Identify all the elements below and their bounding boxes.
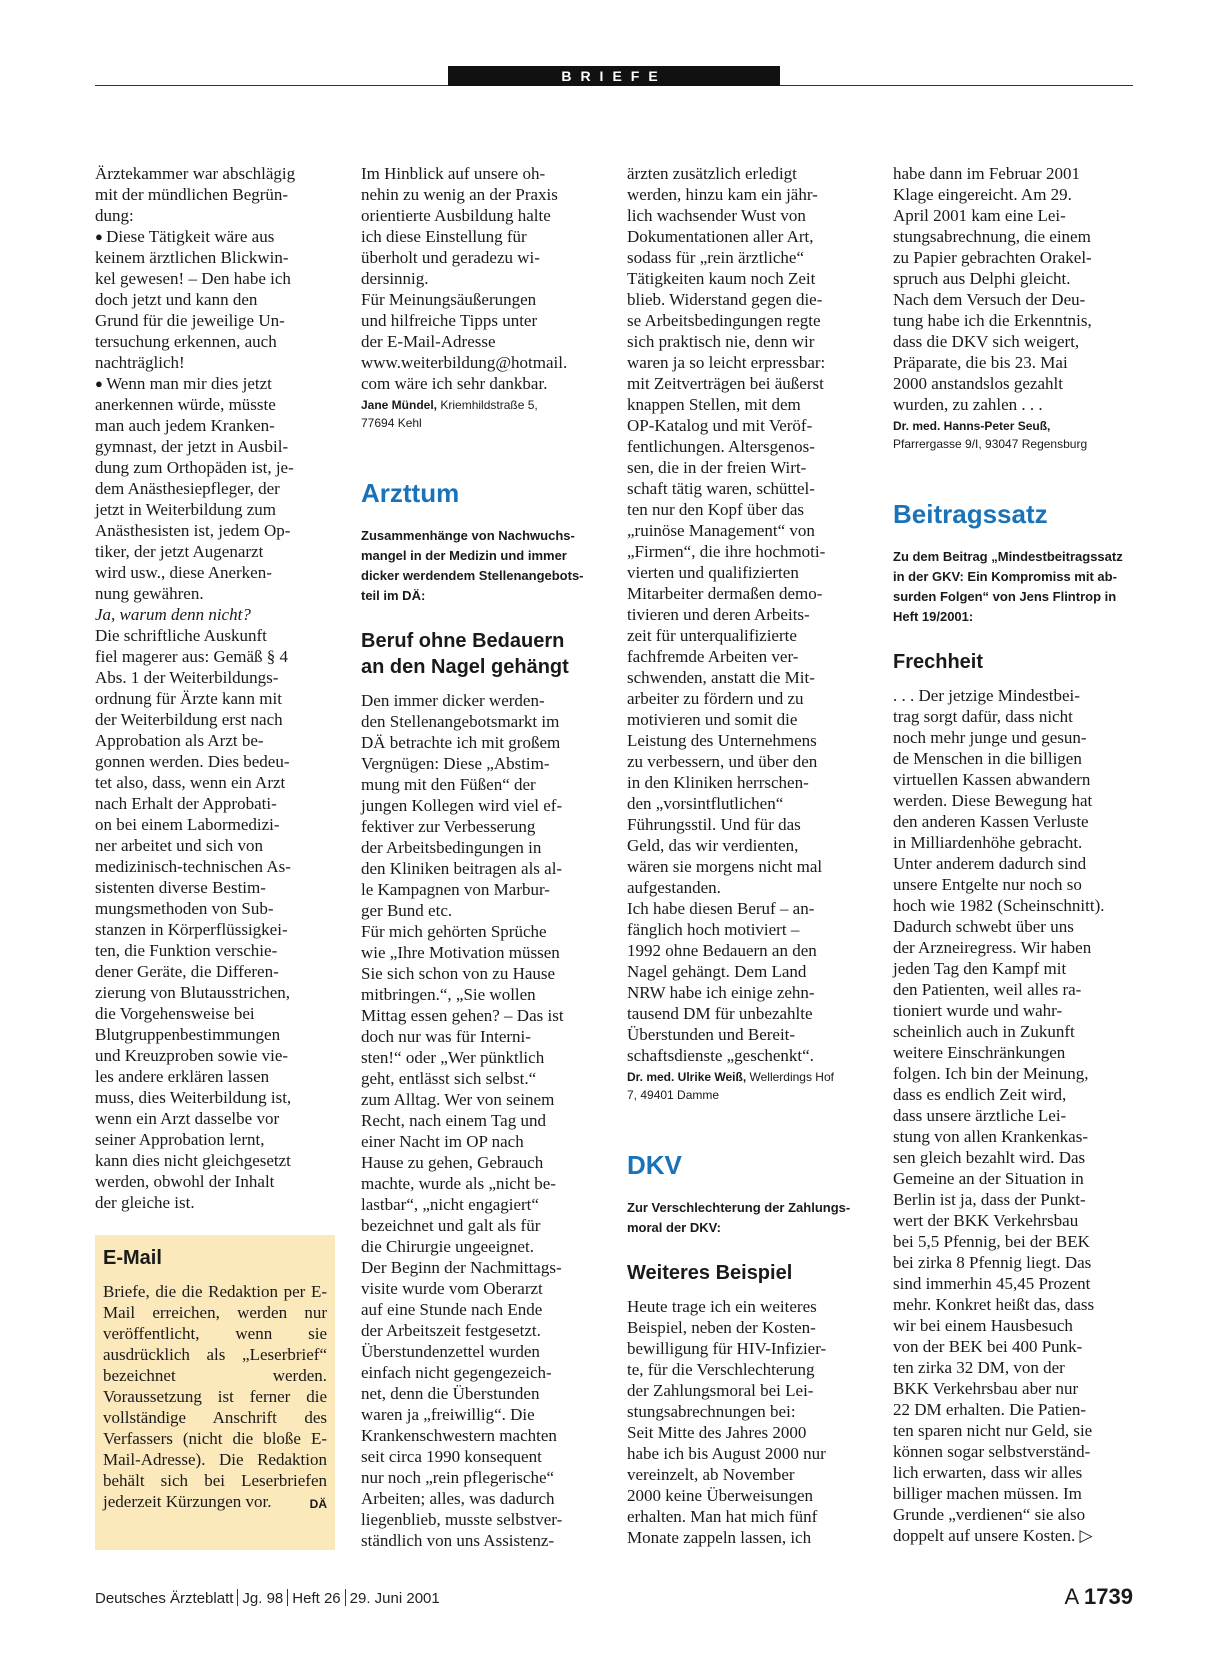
text-line: knappen Stellen, mit dem xyxy=(627,395,801,414)
text-line: Arbeiten; alles, was dadurch xyxy=(361,1489,555,1508)
text-line: ten, die Funktion verschie- xyxy=(95,941,278,960)
text-line: dersinnig. xyxy=(361,269,429,288)
text-line: der Arbeitszeit festgesetzt. xyxy=(361,1321,541,1340)
text-line: trag sorgt dafür, dass nicht xyxy=(893,707,1073,726)
text-line: Ich habe diesen Beruf – an- xyxy=(627,899,815,918)
text-line: Berlin ist ja, dass der Punkt- xyxy=(893,1190,1086,1209)
text-line: ● Diese Tätigkeit wäre aus xyxy=(95,226,335,247)
text-line: kel gewesen! – Den habe ich xyxy=(95,269,291,288)
text-line: fachfremde Arbeiten ver- xyxy=(627,647,799,666)
text-line: Der Beginn der Nachmittags- xyxy=(361,1258,562,1277)
text-line: Grunde „verdienen“ sie also xyxy=(893,1505,1086,1524)
text-line: in Milliardenhöhe gebracht. xyxy=(893,833,1083,852)
text-line: Mitarbeiter dermaßen demo- xyxy=(627,584,823,603)
text-line: Vergnügen: Diese „Abstim- xyxy=(361,754,550,773)
column-4 xyxy=(893,163,1133,1546)
text-line: Im Hinblick auf unsere oh- xyxy=(361,164,546,183)
text-line: Ärztekammer war abschlägig xyxy=(95,164,296,183)
text-line: an den Nagel gehängt xyxy=(361,656,569,678)
text-line: Krankenschwestern machten xyxy=(361,1426,557,1445)
text-line: Gemeine an der Situation in xyxy=(893,1169,1084,1188)
text-line: OP-Katalog und mit Veröf- xyxy=(627,416,813,435)
text-line: zu Papier gebrachten Orakel- xyxy=(893,248,1092,267)
footer-citation xyxy=(95,1589,440,1609)
text-line: in den Kliniken herrschen- xyxy=(627,773,809,792)
text-line: lich wachsender Wust von xyxy=(627,206,806,225)
text-line: fänglich hoch motiviert – xyxy=(627,920,800,939)
text-line: sen gleich bezahlt wird. Das xyxy=(893,1148,1086,1167)
text-line: Approbation als Arzt be- xyxy=(95,731,264,750)
text-line: der Arbeitsbedingungen in xyxy=(361,838,542,857)
text-line: mitbringen.“, „Sie wollen xyxy=(361,985,536,1004)
text-line: schwenden, anstatt die Mit- xyxy=(627,668,815,687)
text-line: wären sie morgens nicht mal xyxy=(627,857,823,876)
text-line: Weiteres Beispiel xyxy=(627,1262,793,1284)
text-line: wie „Ihre Motivation müssen xyxy=(361,943,560,962)
letter-text xyxy=(627,163,867,1066)
text-line: schaftsdienste „geschenkt“. xyxy=(627,1046,814,1065)
text-line: überholt und geradezu wi- xyxy=(361,248,540,267)
text-line: moral der DKV: xyxy=(627,1220,721,1235)
text-line: man auch jedem Kranken- xyxy=(95,416,275,435)
text-line: fentlichungen. Altersgenos- xyxy=(627,437,815,456)
text-line: hoch wie 1982 (Scheinschnitt). xyxy=(893,896,1105,915)
text-line: Anästhesisten ist, jedem Op- xyxy=(95,521,291,540)
text-line: in der GKV: Ein Kompromiss mit ab- xyxy=(893,569,1117,584)
text-line: jetzt in Weiterbildung zum xyxy=(95,500,277,519)
text-line: dem Anästhesiepfleger, der xyxy=(95,479,280,498)
text-line: der Arzneiregress. Wir haben xyxy=(893,938,1092,957)
text-line: stungsabrechnungen bei: xyxy=(627,1402,796,1421)
text-line: Seit Mitte des Jahres 2000 xyxy=(627,1423,807,1442)
text-line: muss, dies Weiterbildung ist, xyxy=(95,1088,292,1107)
text-line: Frechheit xyxy=(893,651,984,673)
category-title: DKV xyxy=(627,1150,682,1180)
text-line: Sie sich schon von zu Hause xyxy=(361,964,556,983)
text-line: on bei einem Labormedizi- xyxy=(95,815,280,834)
text-line: die Chirurgie ungeeignet. xyxy=(361,1237,534,1256)
text-line: Beruf ohne Bedauern xyxy=(361,630,565,652)
text-line: der E-Mail-Adresse xyxy=(361,332,496,351)
category-title: Arzttum xyxy=(361,478,460,508)
text-line: auf eine Stunde nach Ende xyxy=(361,1300,543,1319)
text-line: zum Alltag. Wer von seinem xyxy=(361,1090,555,1109)
text-line: Überstunden und Bereit- xyxy=(627,1025,796,1044)
text-line: schaft tätig waren, schüttel- xyxy=(627,479,815,498)
text-line: lastbar“, „nicht engagiert“ xyxy=(361,1195,539,1214)
text-line: einfach nicht gegengezeich- xyxy=(361,1363,552,1382)
text-line: surden Folgen“ von Jens Flintrop in xyxy=(893,589,1117,604)
text-line: Führungsstil. Und für das xyxy=(627,815,801,834)
text-line: scheinlich auch in Zukunft xyxy=(893,1022,1075,1041)
text-line: www.weiterbildung@hotmail. xyxy=(361,353,568,372)
text-line: gonnen werden. Dies bedeu- xyxy=(95,752,290,771)
text-line: bei zirka 8 Pfennig liegt. Das xyxy=(893,1253,1092,1272)
text-line: tiker, der jetzt Augenarzt xyxy=(95,542,264,561)
text-line: 1992 ohne Bedauern an den xyxy=(627,941,817,960)
text-line: Nagel gehängt. Dem Land xyxy=(627,962,807,981)
text-line: Zusammenhänge von Nachwuchs- xyxy=(361,528,575,543)
text-line: der Weiterbildung erst nach xyxy=(95,710,283,729)
box-signature: DÄ xyxy=(309,1497,327,1511)
text-line: net, denn die Überstunden xyxy=(361,1384,540,1403)
text-line: machte, wurde als „nicht be- xyxy=(361,1174,556,1193)
column-3 xyxy=(627,163,867,1548)
text-line: Zu dem Beitrag „Mindestbeitragssatz xyxy=(893,549,1123,564)
text-line: ● Wenn man mir dies jetzt xyxy=(95,373,335,394)
text-line: dass es endlich Zeit wird, xyxy=(893,1085,1067,1104)
text-line: ordnung für Ärzte kann mit xyxy=(95,689,282,708)
category-title: Beitragssatz xyxy=(893,499,1048,529)
text-line: sodass für „rein ärztliche“ xyxy=(627,248,804,267)
text-line: Zur Verschlechterung der Zahlungs- xyxy=(627,1200,851,1215)
text-line: doch jetzt und kann den xyxy=(95,290,258,309)
text-line: den Patienten, weil alles ra- xyxy=(893,980,1082,999)
text-line: anerkennen würde, müsste xyxy=(95,395,276,414)
text-line: teil im DÄ: xyxy=(361,588,426,603)
text-line: wurden, zu zahlen . . . xyxy=(893,395,1043,414)
text-line: ich diese Einstellung für xyxy=(361,227,527,246)
text-line: dung zum Orthopäden ist, je- xyxy=(95,458,294,477)
text-line: „Firmen“, die ihre hochmoti- xyxy=(627,542,826,561)
text-line: Grund für die jeweilige Un- xyxy=(95,311,285,330)
text-line: mung mit den Füßen“ der xyxy=(361,775,536,794)
text-line: doppelt auf unsere Kosten. ▷ xyxy=(893,1526,1093,1545)
letter-headline xyxy=(627,1260,867,1286)
text-line: bei 5,5 Pfennig, bei der BEK xyxy=(893,1232,1090,1251)
text-line: stanzen in Körperflüssigkei- xyxy=(95,920,288,939)
text-line: com wäre ich sehr dankbar. xyxy=(361,374,548,393)
text-line: medizinisch-technischen As- xyxy=(95,857,291,876)
letter-headline xyxy=(361,628,601,680)
letter-text xyxy=(627,1296,867,1548)
column-2 xyxy=(361,163,601,1551)
text-line: 2000 anstandslos gezahlt xyxy=(893,374,1063,393)
text-line: les andere erklären lassen xyxy=(95,1067,270,1086)
text-line: sind immerhin 45,45 Prozent xyxy=(893,1274,1091,1293)
text-line: fektiver zur Verbesserung xyxy=(361,817,536,836)
text-line: tausend DM für unbezahlte xyxy=(627,1004,813,1023)
text-line: nachträglich! xyxy=(95,353,185,372)
text-line: der gleiche ist. xyxy=(95,1193,195,1212)
text-line: stungsabrechnung, die einem xyxy=(893,227,1091,246)
text-line: te, für die Verschlechterung xyxy=(627,1360,815,1379)
text-line: 2000 keine Überweisungen xyxy=(627,1486,814,1505)
text-line: Recht, nach einem Tag und xyxy=(361,1111,546,1130)
letter-headline xyxy=(893,649,1133,675)
text-line: dicker werdendem Stellenangebots- xyxy=(361,568,584,583)
letter-text xyxy=(361,690,601,1551)
text-line: orientierte Ausbildung halte xyxy=(361,206,551,225)
text-line: Den immer dicker werden- xyxy=(361,691,545,710)
letter-text xyxy=(95,163,335,1213)
text-line: spruch aus Delphi gleicht. xyxy=(893,269,1071,288)
text-line: werden. Diese Bewegung hat xyxy=(893,791,1093,810)
text-line: keinem ärztlichen Blickwin- xyxy=(95,248,289,267)
letter-signature: Dr. med. Ulrike Weiß, Wellerdings Hof 7, 49401 Damme xyxy=(627,1070,834,1102)
text-line: arbeiter zu fördern und zu xyxy=(627,689,804,708)
text-line: Beispiel, neben der Kosten- xyxy=(627,1318,816,1337)
text-line: tioniert wurde und wahr- xyxy=(893,1001,1063,1020)
text-line: nehin zu wenig an der Praxis xyxy=(361,185,558,204)
text-line: nung gewähren. xyxy=(95,584,204,603)
text-line: können sogar selbstverständ- xyxy=(893,1442,1091,1461)
letter-text xyxy=(361,163,601,394)
page-number: A 1739 xyxy=(1064,1584,1133,1609)
section-label: BRIEFE xyxy=(448,66,780,86)
text-line: ger Bund etc. xyxy=(361,901,453,920)
text-line: Für Meinungsäußerungen xyxy=(361,290,537,309)
text-line: werden, obwohl der Inhalt xyxy=(95,1172,275,1191)
text-line: lich erwarten, dass wir alles xyxy=(893,1463,1083,1482)
letter-signature: Jane Mündel, Kriemhildstraße 5, 77694 Kehl xyxy=(361,398,538,430)
text-line: Unter anderem dadurch sind xyxy=(893,854,1087,873)
text-line: dung: xyxy=(95,206,134,225)
text-line: nach Erhalt der Approbati- xyxy=(95,794,277,813)
text-line: se Arbeitsbedingungen regte xyxy=(627,311,821,330)
text-line: ten nur den Kopf über das xyxy=(627,500,805,519)
text-line: jungen Kollegen wird viel ef- xyxy=(361,796,563,815)
text-line: blieb. Widerstand gegen die- xyxy=(627,290,823,309)
text-line: ärzten zusätzlich erledigt xyxy=(627,164,797,183)
text-line: Nach dem Versuch der Deu- xyxy=(893,290,1086,309)
column-1 xyxy=(95,163,335,1213)
text-line: . . . Der jetzige Mindestbei- xyxy=(893,686,1080,705)
text-line: April 2001 kam eine Lei- xyxy=(893,206,1066,225)
text-line: habe dann im Februar 2001 xyxy=(893,164,1080,183)
text-line: bewilligung für HIV-Infizier- xyxy=(627,1339,827,1358)
text-line: vereinzelt, ab November xyxy=(627,1465,795,1484)
text-line: Für mich gehörten Sprüche xyxy=(361,922,547,941)
text-line: seit circa 1990 konsequent xyxy=(361,1447,542,1466)
text-line: aufgestanden. xyxy=(627,878,721,897)
text-line: Ja, warum denn nicht? xyxy=(95,605,251,624)
text-line: und Kreuzproben sowie vie- xyxy=(95,1046,289,1065)
text-line: zierung von Blutausstrichen, xyxy=(95,983,290,1002)
text-line: billiger machen müssen. Im xyxy=(893,1484,1082,1503)
text-line: den anderen Kassen Verluste xyxy=(893,812,1089,831)
text-line: sen, die in der freien Wirt- xyxy=(627,458,807,477)
text-line: dener Geräte, die Differen- xyxy=(95,962,279,981)
text-line: mit der mündlichen Begrün- xyxy=(95,185,289,204)
text-line: Blutgruppenbestimmungen xyxy=(95,1025,281,1044)
text-line: weitere Einschränkungen xyxy=(893,1043,1066,1062)
text-line: nur noch „rein pflegerische“ xyxy=(361,1468,555,1487)
text-line: mit Zeitverträgen bei äußerst xyxy=(627,374,824,393)
text-line: waren ja „freiwillig“. Die xyxy=(361,1405,535,1424)
text-line: tet also, dass, wenn ein Arzt xyxy=(95,773,286,792)
issue: Heft 26 xyxy=(292,1590,341,1607)
text-line: Präparate, die bis 23. Mai xyxy=(893,353,1068,372)
email-info-box xyxy=(95,1235,335,1550)
text-line: folgen. Ich bin der Meinung, xyxy=(893,1064,1089,1083)
text-line: der Zahlungsmoral bei Lei- xyxy=(627,1381,814,1400)
text-line: visite wurde vom Oberarzt xyxy=(361,1279,543,1298)
text-line: mungsmethoden von Sub- xyxy=(95,899,274,918)
text-line: motivieren und somit die xyxy=(627,710,798,729)
text-line: wird usw., diese Anerken- xyxy=(95,563,272,582)
text-line: ner arbeitet und sich von xyxy=(95,836,264,855)
text-line: wert der BKK Verkehrsbau xyxy=(893,1211,1079,1230)
text-line: kann dies nicht gleichgesetzt xyxy=(95,1151,291,1170)
text-line: Überstundenzettel wurden xyxy=(361,1342,540,1361)
text-line: tersuchung erkennen, auch xyxy=(95,332,277,351)
text-line: zeit für unterqualifizierte xyxy=(627,626,797,645)
text-line: Die schriftliche Auskunft xyxy=(95,626,267,645)
text-line: und hilfreiche Tipps unter xyxy=(361,311,538,330)
text-line: Dadurch schwebt über uns xyxy=(893,917,1074,936)
text-line: Dokumentationen aller Art, xyxy=(627,227,814,246)
letter-signature: Dr. med. Hanns-Peter Seuß, Pfarrergasse 9/I, 93047 Regensburg xyxy=(893,419,1088,451)
box-text: Briefe, die die Redaktion per E-Mail erreichen, werden nur veröffentlicht, wenn sie ausdrücklich als „Leserbrief“ bezeichnet werden. Voraussetzung ist ferner die vollständige Anschrift des Verfassers (nicht die bloße E-Mail-Adresse). Die Redaktion behält sich bei Leserbriefen jederzeit Kürzungen vor. DÄ xyxy=(103,1281,327,1512)
text-line: wenn ein Arzt dasselbe vor xyxy=(95,1109,280,1128)
text-line: virtuellen Kassen abwandern xyxy=(893,770,1091,789)
text-line: sistenten diverse Bestim- xyxy=(95,878,266,897)
text-line: tung habe ich die Erkenntnis, xyxy=(893,311,1092,330)
text-line: Hause zu gehen, Gebrauch xyxy=(361,1153,544,1172)
text-line: Heute trage ich ein weiteres xyxy=(627,1297,817,1316)
text-line: Tätigkeiten kaum noch Zeit xyxy=(627,269,816,288)
text-line: mangel in der Medizin und immer xyxy=(361,548,567,563)
text-line: „ruinöse Management“ von xyxy=(627,521,815,540)
text-line: einer Nacht im OP nach xyxy=(361,1132,524,1151)
topic-subtitle xyxy=(627,1198,867,1238)
topic-subtitle xyxy=(361,526,601,606)
text-line: ten sparen nicht nur Geld, sie xyxy=(893,1421,1093,1440)
text-line: unsere Entgelte nur noch so xyxy=(893,875,1082,894)
text-line: dass die DKV sich weigert, xyxy=(893,332,1080,351)
text-line: Leistung des Unternehmens xyxy=(627,731,817,750)
text-line: den „vorsintflutlichen“ xyxy=(627,794,784,813)
text-line: vierten und qualifizierten xyxy=(627,563,799,582)
volume: Jg. 98 xyxy=(242,1590,284,1607)
text-line: Abs. 1 der Weiterbildungs- xyxy=(95,668,279,687)
text-line: wir bei einem Hausbesuch xyxy=(893,1316,1073,1335)
text-line: mehr. Konkret heißt das, dass xyxy=(893,1295,1095,1314)
text-line: Monate zappeln lassen, ich xyxy=(627,1528,812,1547)
text-line: erhalten. Man hat mich fünf xyxy=(627,1507,818,1526)
text-line: habe ich bis August 2000 nur xyxy=(627,1444,826,1463)
text-line: gymnast, der jetzt in Ausbil- xyxy=(95,437,289,456)
text-line: le Kampagnen von Marbur- xyxy=(361,880,550,899)
text-line: waren ja so leicht erpressbar: xyxy=(627,353,826,372)
text-line: bezeichnet und galt als für xyxy=(361,1216,541,1235)
text-line: die Vorgehensweise bei xyxy=(95,1004,255,1023)
text-line: tivieren und deren Arbeits- xyxy=(627,605,810,624)
text-line: noch mehr junge und gesun- xyxy=(893,728,1087,747)
text-line: BKK Verkehrsbau aber nur xyxy=(893,1379,1079,1398)
text-line: zu verbessern, und über den xyxy=(627,752,818,771)
text-line: de Menschen in die billigen xyxy=(893,749,1082,768)
text-line: ständlich von uns Assistenz- xyxy=(361,1531,555,1550)
text-line: 22 DM erhalten. Die Patien- xyxy=(893,1400,1087,1419)
text-line: Klage eingereicht. Am 29. xyxy=(893,185,1072,204)
text-line: Mittag essen gehen? – Das ist xyxy=(361,1006,564,1025)
text-line: sich praktisch nie, denn wir xyxy=(627,332,815,351)
text-line: dass unsere ärztliche Lei- xyxy=(893,1106,1067,1125)
text-line: DÄ betrachte ich mit großem xyxy=(361,733,561,752)
text-line: jeden Tag den Kampf mit xyxy=(893,959,1067,978)
journal-name: Deutsches Ärzteblatt xyxy=(95,1590,234,1607)
text-line: den Stellenangebotsmarkt im xyxy=(361,712,560,731)
text-line: sten!“ oder „Wer pünktlich xyxy=(361,1048,545,1067)
letter-text xyxy=(893,685,1133,1546)
text-line: liegenblieb, musste selbstver- xyxy=(361,1510,563,1529)
text-line: werden, hinzu kam ein jähr- xyxy=(627,185,818,204)
text-line: ten zirka 32 DM, von der xyxy=(893,1358,1065,1377)
text-line: NRW habe ich einige zehn- xyxy=(627,983,815,1002)
issue-date: 29. Juni 2001 xyxy=(349,1590,440,1607)
letter-text xyxy=(893,163,1133,415)
text-line: Geld, das wir verdienten, xyxy=(627,836,799,855)
text-line: den Kliniken beitragen als al- xyxy=(361,859,563,878)
text-line: seiner Approbation lernt, xyxy=(95,1130,265,1149)
text-line: geht, entlässt sich selbst.“ xyxy=(361,1069,537,1088)
text-line: von der BEK bei 400 Punk- xyxy=(893,1337,1083,1356)
topic-subtitle xyxy=(893,547,1133,627)
text-line: fiel magerer aus: Gemäß § 4 xyxy=(95,647,289,666)
text-line: stung von allen Krankenkas- xyxy=(893,1127,1088,1146)
text-line: doch nur was für Interni- xyxy=(361,1027,531,1046)
box-title: E-Mail xyxy=(103,1247,162,1269)
text-line: Heft 19/2001: xyxy=(893,609,974,624)
